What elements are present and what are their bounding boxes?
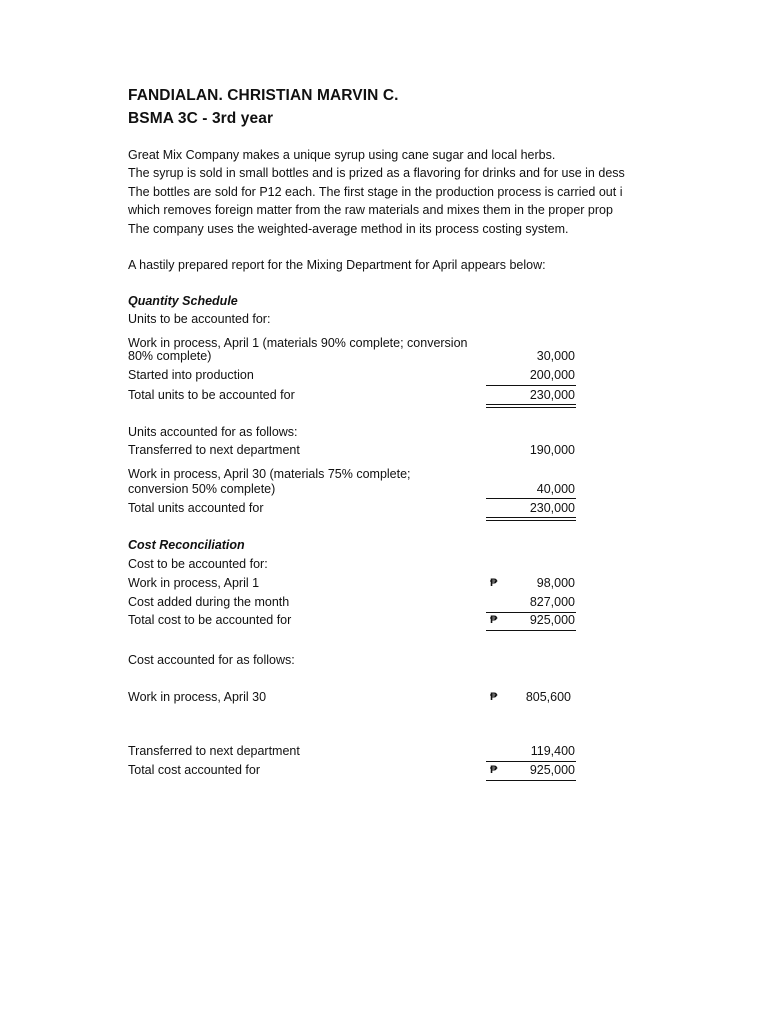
started-label: Started into production bbox=[128, 368, 254, 382]
total-double-rule bbox=[486, 404, 576, 408]
wip-begin-label-2: 80% complete) bbox=[128, 349, 212, 363]
intro-line-2: The syrup is sold in small bottles and is prized as a flavoring for drinks and for use in dess bbox=[128, 166, 625, 180]
total-accounted-units: 230,000 bbox=[529, 501, 575, 515]
total-double-rule bbox=[486, 517, 576, 521]
report-intro: A hastily prepared report for the Mixing Department for April appears below: bbox=[128, 258, 546, 272]
cost-reconciliation-title: Cost Reconciliation bbox=[128, 538, 245, 552]
cost-total-to-account-label: Total cost to be accounted for bbox=[128, 613, 292, 627]
peso-sign: ₱ bbox=[490, 691, 498, 703]
total-rule bbox=[486, 780, 576, 781]
intro-line-5: The company uses the weighted-average method in its process costing system. bbox=[128, 222, 569, 236]
wip-end-label-2: conversion 50% complete) bbox=[128, 482, 276, 496]
wip-end-label-1: Work in process, April 30 (materials 75% complete; bbox=[128, 467, 411, 481]
subtotal-rule bbox=[486, 761, 576, 762]
cost-total-accounted-value: 925,000 bbox=[529, 763, 575, 777]
total-accounted-label: Total units accounted for bbox=[128, 501, 264, 515]
transferred-units: 190,000 bbox=[529, 443, 575, 457]
cost-added-label: Cost added during the month bbox=[128, 595, 290, 609]
cost-wip-begin-label: Work in process, April 1 bbox=[128, 576, 260, 590]
intro-line-4: which removes foreign matter from the raw materials and mixes them in the proper prop bbox=[128, 203, 613, 217]
wip-begin-label-1: Work in process, April 1 (materials 90% complete; conversion bbox=[128, 336, 468, 350]
cost-wip-begin-value: 98,000 bbox=[536, 576, 575, 590]
cost-transferred-label: Transferred to next department bbox=[128, 744, 300, 758]
student-section: BSMA 3C - 3rd year bbox=[128, 110, 274, 127]
quantity-schedule-title: Quantity Schedule bbox=[128, 294, 238, 308]
cost-wip-end-value: 805,600 bbox=[525, 690, 571, 704]
subtotal-rule bbox=[486, 498, 576, 499]
cost-transferred-value: 119,400 bbox=[530, 744, 575, 758]
cost-added-value: 827,000 bbox=[529, 595, 575, 609]
intro-line-3: The bottles are sold for P12 each. The first stage in the production process is carried out i bbox=[128, 185, 623, 199]
cost-wip-end-label: Work in process, April 30 bbox=[128, 690, 267, 704]
units-to-account-header: Units to be accounted for: bbox=[128, 312, 271, 326]
intro-line-1: Great Mix Company makes a unique syrup using cane sugar and local herbs. bbox=[128, 148, 556, 162]
total-to-account-units: 230,000 bbox=[529, 388, 575, 402]
wip-end-units: 40,000 bbox=[536, 482, 575, 496]
peso-sign: ₱ bbox=[490, 764, 498, 776]
transferred-units-label: Transferred to next department bbox=[128, 443, 300, 457]
student-name: FANDIALAN. CHRISTIAN MARVIN C. bbox=[128, 87, 399, 104]
total-rule bbox=[486, 630, 576, 631]
total-to-account-label: Total units to be accounted for bbox=[128, 388, 295, 402]
cost-accounted-header: Cost accounted for as follows: bbox=[128, 653, 295, 667]
wip-begin-units: 30,000 bbox=[536, 349, 575, 363]
cost-to-account-header: Cost to be accounted for: bbox=[128, 557, 268, 571]
peso-sign: ₱ bbox=[490, 577, 498, 589]
cost-total-to-account-value: 925,000 bbox=[529, 613, 575, 627]
started-units: 200,000 bbox=[529, 368, 575, 382]
cost-total-accounted-label: Total cost accounted for bbox=[128, 763, 261, 777]
peso-sign: ₱ bbox=[490, 614, 498, 626]
units-accounted-header: Units accounted for as follows: bbox=[128, 425, 298, 439]
subtotal-rule bbox=[486, 385, 576, 386]
